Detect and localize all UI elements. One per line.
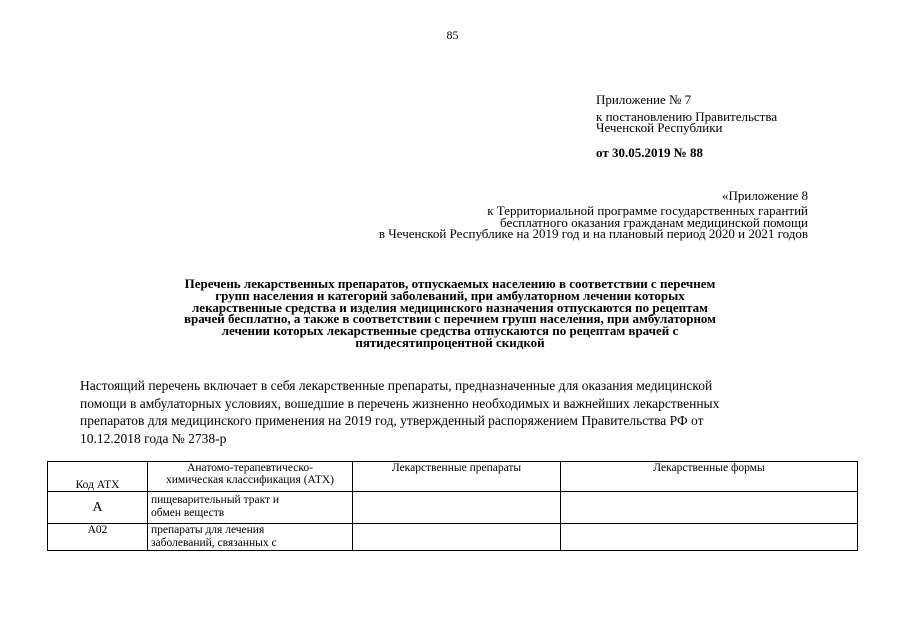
intro-line: Настоящий перечень включает в себя лекарственные препараты, предназначенные для оказания медицинской xyxy=(80,378,713,393)
annex-8-block xyxy=(379,205,808,240)
annex-7-line-3: Чеченской Республики xyxy=(596,120,723,135)
cell-text-line: пищеварительный тракт и xyxy=(151,494,280,506)
intro-line: 10.12.2018 года № 2738-р xyxy=(80,430,227,446)
intro-line: препаратов для медицинского применения на 2019 год, утвержденный распоряжением Правительства РФ от xyxy=(80,413,704,428)
decree-date-number: от 30.05.2019 № 88 xyxy=(596,145,704,160)
dosage-forms-cell xyxy=(561,524,858,551)
atc-classification-cell xyxy=(148,492,353,524)
atc-code-cell: A xyxy=(48,492,148,524)
column-header-drugs: Лекарственные препараты xyxy=(353,462,561,492)
title-line: лечении которых лекарственные средства отпускаются по рецептам врачей с xyxy=(221,323,679,339)
atc-classification-cell xyxy=(148,524,353,551)
atc-drug-table xyxy=(47,461,858,551)
header-text-line: Анатомо-терапевтическо- xyxy=(187,462,313,474)
header-text-line: химическая классификация (АТХ) xyxy=(166,474,334,486)
dosage-forms-cell xyxy=(561,492,858,524)
annex-8-heading: «Приложение 8 xyxy=(721,188,808,203)
annex-7-block xyxy=(596,94,777,133)
annex-7-line-2: к постановлению Правительства xyxy=(596,109,778,124)
cell-text-line: заболеваний, связанных с xyxy=(151,537,277,549)
annex-7-heading: Приложение № 7 xyxy=(596,92,692,107)
table-row xyxy=(48,492,858,524)
document-title xyxy=(90,278,810,349)
table-row xyxy=(48,524,858,551)
annex-8-line-1: к Территориальной программе государственных гарантий xyxy=(487,203,808,218)
page-number: 85 xyxy=(446,28,459,42)
annex-8-line-2: бесплатного оказания гражданам медицинской помощи xyxy=(500,214,808,230)
cell-text-line: обмен веществ xyxy=(151,507,225,519)
column-header-atc-code: Код АТХ xyxy=(48,462,148,492)
cell-text-line: препараты для лечения xyxy=(151,524,265,536)
column-header-atc-classification xyxy=(148,462,353,492)
drugs-cell xyxy=(353,492,561,524)
title-line: групп населения и категорий заболеваний, при амбулаторном лечении которых xyxy=(215,287,685,303)
column-header-dosage-forms: Лекарственные формы xyxy=(561,462,858,492)
table-header-row xyxy=(48,462,858,492)
intro-paragraph xyxy=(80,377,719,447)
annex-8-line-3: в Чеченской Республике на 2019 год и на плановый период 2020 и 2021 годов xyxy=(378,226,808,241)
atc-code-cell: A02 xyxy=(48,524,148,551)
title-line: пятидесятипроцентной скидкой xyxy=(355,334,545,350)
title-line: врачей бесплатно, а также в соответствии с перечнем групп населения, при амбулаторном xyxy=(183,311,717,327)
title-line: лекарственные средства и изделия медицинского назначения отпускаются по рецептам xyxy=(192,299,708,315)
intro-line: помощи в амбулаторных условиях, вошедшие в перечень жизненно необходимых и важнейших лекарственных xyxy=(80,395,720,411)
title-line: Перечень лекарственных препаратов, отпускаемых населению в соответствии с перечнем xyxy=(184,276,716,291)
drugs-cell xyxy=(353,524,561,551)
